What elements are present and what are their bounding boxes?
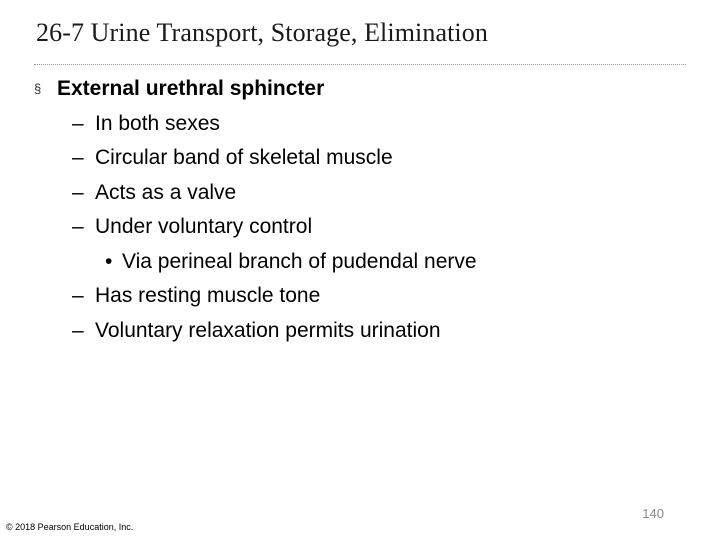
list-item-text: Circular band of skeletal muscle (95, 146, 393, 169)
list-item (34, 279, 674, 314)
list-item (34, 210, 674, 245)
dot-bullet-icon: • (105, 249, 113, 273)
dash-bullet-icon: – (72, 215, 84, 238)
dash-bullet-icon: – (72, 111, 84, 135)
list-item-text: In both sexes (95, 111, 220, 135)
list-item-text: Voluntary relaxation permits urination (95, 318, 441, 342)
bullet-heading (34, 72, 674, 107)
title-divider (34, 64, 686, 65)
list-item (34, 176, 674, 211)
bullet-list (34, 72, 674, 348)
list-item (34, 141, 674, 176)
slide-title: 26-7 Urine Transport, Storage, Elimination (36, 18, 488, 47)
list-item-text: Acts as a valve (95, 180, 237, 204)
copyright-notice: © 2018 Pearson Education, Inc. (6, 522, 134, 532)
list-item (34, 314, 674, 349)
list-item (34, 107, 674, 142)
section-bullet-icon: § (34, 81, 42, 96)
sub-list-item (34, 245, 674, 280)
list-item-text: Has resting muscle tone (95, 284, 321, 307)
page-number: 140 (642, 506, 664, 521)
list-item-text: Under voluntary control (95, 215, 313, 238)
sub-list-item-text: Via perineal branch of pudendal nerve (122, 249, 477, 273)
dash-bullet-icon: – (72, 146, 84, 169)
dash-bullet-icon: – (72, 318, 84, 342)
bullet-heading-text: External urethral sphincter (57, 77, 325, 100)
dash-bullet-icon: – (72, 284, 84, 307)
dash-bullet-icon: – (72, 180, 84, 204)
